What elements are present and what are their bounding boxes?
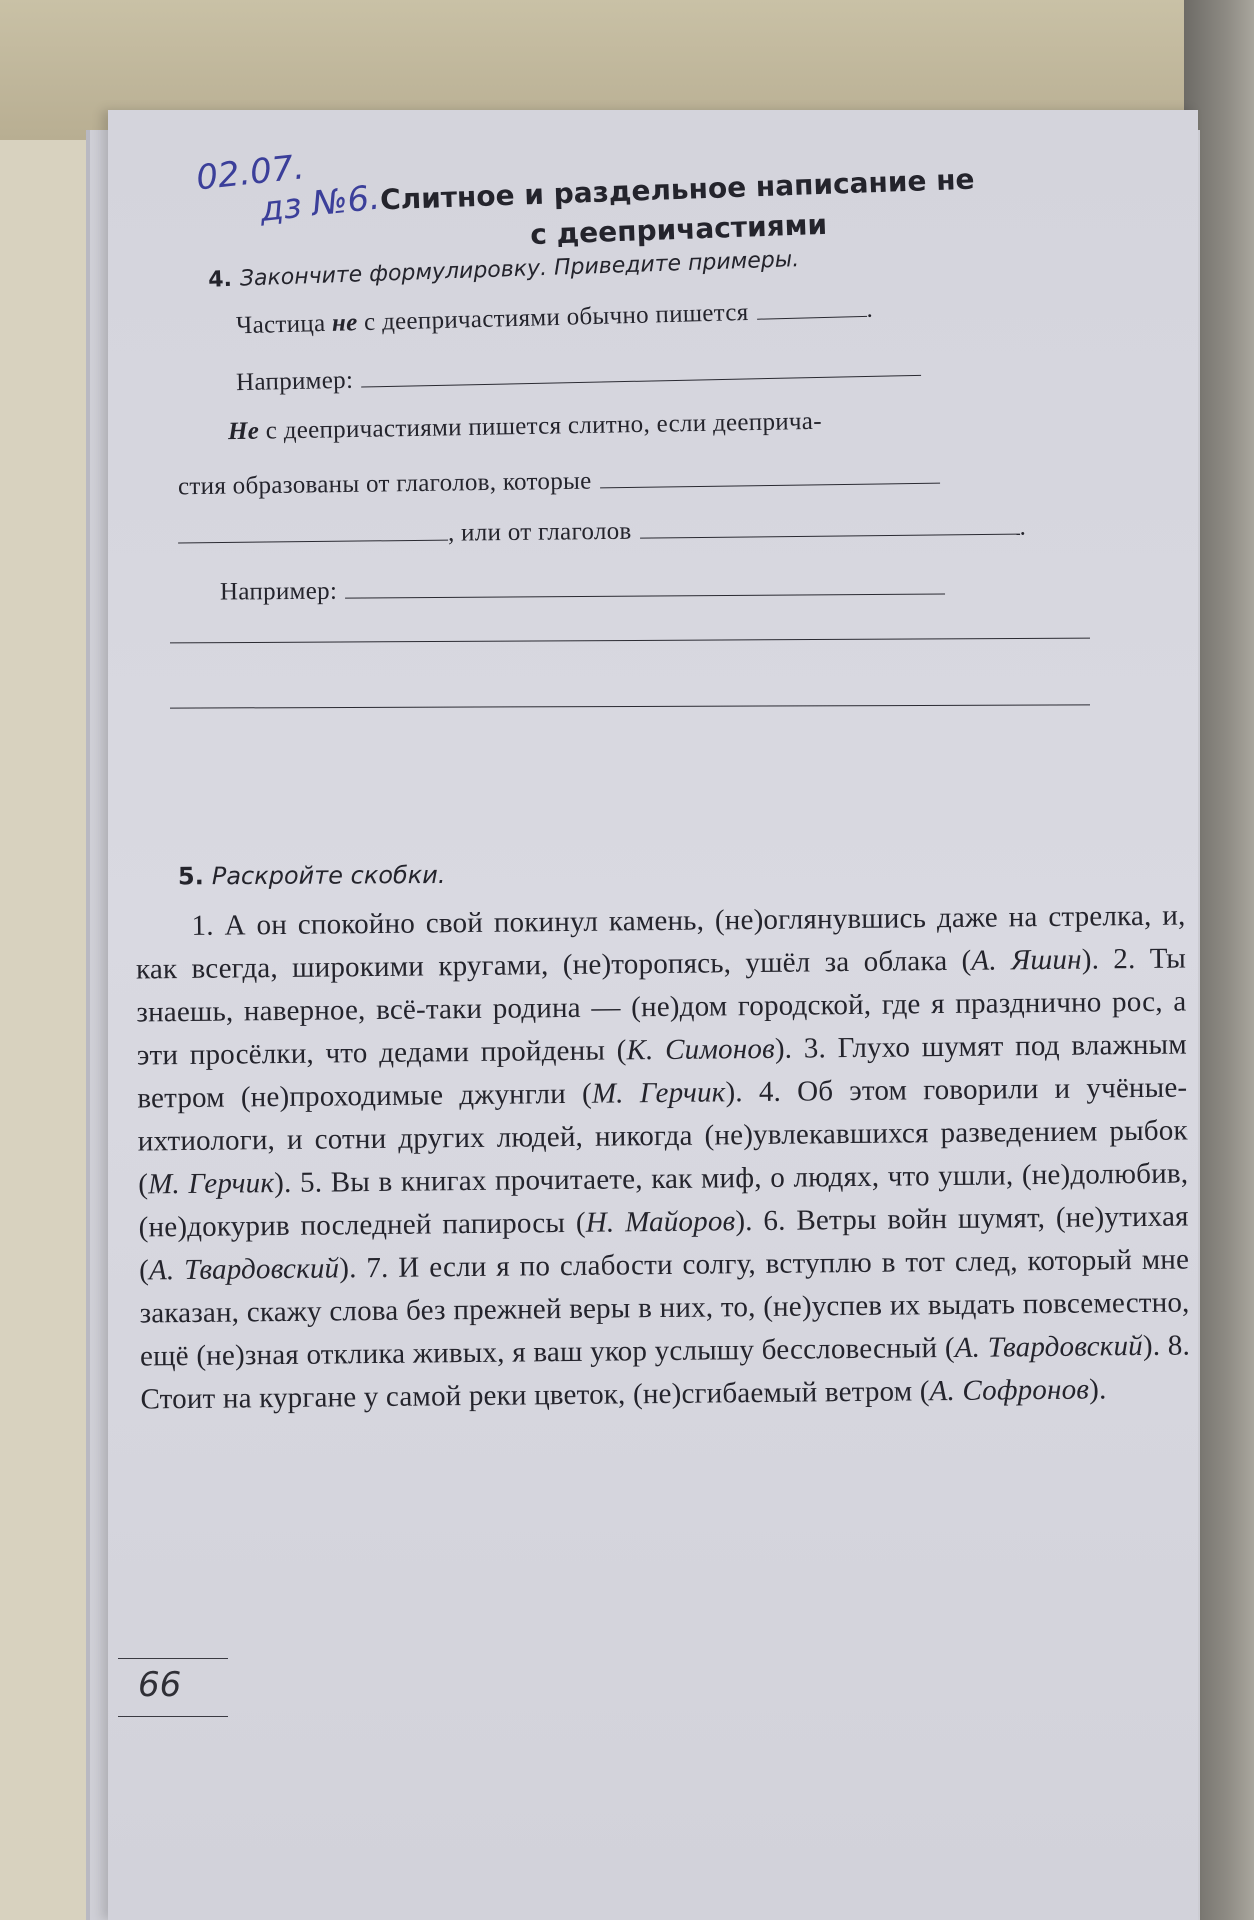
author-name: А. Твардовский (954, 1329, 1144, 1364)
example-label: Например: (235, 366, 354, 397)
task-4-line-3 (228, 405, 822, 449)
author-name: А. Софронов (929, 1373, 1090, 1408)
exercise-sentence: ). 6. Ветры войн шумят, (не)утихая ( (138, 1200, 1189, 1287)
exercise-sentence: ). 4. Об этом говорили и учёные-ихтиологи, и сотни других людей, никогда (не)увлекавшихся разведением рыбок ( (137, 1071, 1188, 1201)
task-4-line-5: , или от глаголов . (178, 510, 1026, 554)
task-4-example-2 (220, 569, 945, 609)
exercise-sentence: ). (1088, 1373, 1107, 1406)
book-page (108, 110, 1198, 1920)
text-fragment: с деепричастиями обычно пишется (363, 298, 749, 336)
task-4-line-4 (178, 459, 940, 505)
author-name: М. Герчик (591, 1076, 726, 1110)
title-line-1: Слитное и раздельное написание не (379, 162, 976, 217)
author-name: А. Яшин (971, 943, 1082, 977)
task-5-instruction: Раскройте скобки. (211, 860, 446, 891)
title-line-2: с деепричастиями (529, 207, 828, 252)
answer-blank[interactable] (756, 292, 867, 320)
particle-ne: не (331, 309, 358, 337)
answer-blank[interactable] (361, 351, 921, 388)
answer-blank[interactable] (599, 459, 939, 489)
task-4-example-1 (236, 351, 922, 400)
answer-blank[interactable] (178, 516, 448, 544)
example-label: Например: (219, 577, 338, 606)
answer-line[interactable] (170, 638, 1090, 644)
page-number: 66 (138, 1665, 182, 1705)
page-number-rule-bottom (118, 1716, 228, 1717)
task-5-number: 5. (177, 862, 204, 891)
text-fragment: Частица (235, 310, 326, 340)
exercise-sentence: ). 3. Глухо шумят под влажным ветром (не)проходимые джунгли ( (137, 1028, 1187, 1115)
exercise-sentence: ). 2. Ты знаешь, наверное, всё-таки родина — (не)дом городской, где я празднично рос, а эти просёлки, что дедами пройдены ( (136, 942, 1187, 1072)
handwritten-homework: дз №6. (258, 177, 382, 230)
handwritten-date: 02.07. (194, 147, 307, 199)
author-name: Н. Майоров (585, 1205, 736, 1239)
task-4-instruction: Закончите формулировку. Приведите примеры. (239, 247, 800, 292)
author-name: К. Симонов (626, 1032, 776, 1067)
text-fragment: , или от глаголов (447, 517, 632, 547)
exercise-sentence: 1. А он спокойно свой покинул камень, (не)оглянувшись даже на стрелка, и, как всегда, широкими кругами, (не)торопясь, ушёл за облака ( (135, 899, 1186, 986)
author-name: А. Твардовский (148, 1252, 340, 1287)
task-5-text (135, 895, 1190, 1422)
text-fragment: с деепричастиями пишется слитно, если дееприча- (265, 407, 823, 445)
answer-blank[interactable] (639, 510, 1019, 539)
particle-ne: Не (227, 417, 260, 446)
text-fragment: стия образованы от глаголов, которые (177, 467, 592, 501)
task-4-number: 4. (207, 266, 233, 293)
task-4-line-1: Частица не с деепричастиями обычно пишется . (236, 292, 874, 344)
author-name: М. Герчик (147, 1167, 275, 1201)
exercise-sentence: ). 7. И если я по слабости солгу, вступлю в тот след, который мне заказан, скажу слова без прежней веры в них, то, (не)успев их выдать повсеместно, ещё (не)зная отклика живых, я ваш укор услышу бессловесный ( (139, 1243, 1190, 1373)
answer-line[interactable] (170, 704, 1090, 708)
exercise-sentence: ). 5. Вы в книгах прочитаете, как миф, о людях, что ушли, (не)долюбив, (не)докурив последней папиросы ( (138, 1157, 1189, 1244)
answer-blank[interactable] (345, 569, 945, 598)
page-number-rule-top (118, 1658, 228, 1659)
task-5-heading (178, 858, 1078, 891)
exercise-sentence: ). 8. Стоит на кургане у самой реки цветок, (не)сгибаемый ветром ( (140, 1329, 1191, 1416)
